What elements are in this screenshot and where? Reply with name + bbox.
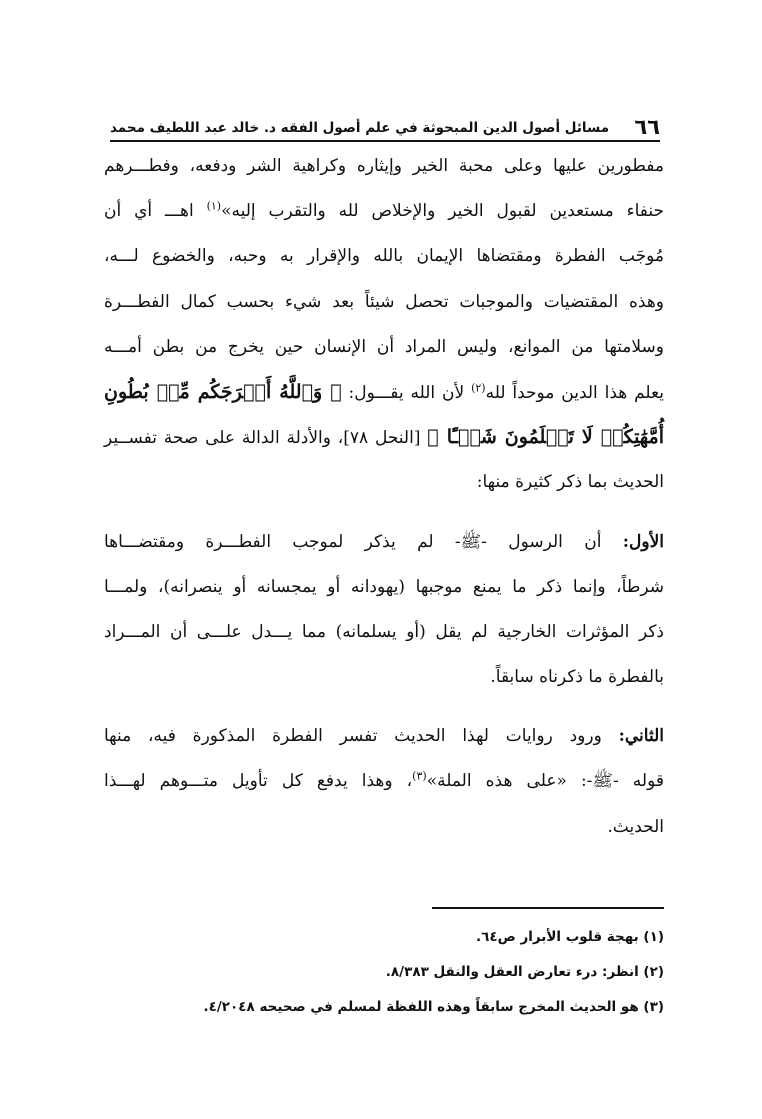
running-title: مسائل أصول الدين المبحوثة في علم أصول الفقه د. خالد عبد اللطيف محمد: [110, 119, 610, 136]
text-line: مُوجَب الفطرة ومقتضاها الإيمان بالله والإقرار به وحبه، والخضوع لـــه،: [104, 246, 664, 267]
page-header: [110, 108, 660, 138]
page-number: ٦٦: [634, 115, 660, 139]
quran-verse: ﴿ وَٱللَّهُ أَخۡرَجَكُم مِّنۢ بُطُونِ: [104, 380, 342, 403]
text-line: يعلم هذا الدين موحداً لله$^{(٢)}$ لأن الله يقـــول: ﴿ وَٱللَّهُ أَخۡرَجَكُم مِّنۢ بُطُونِ: [104, 380, 664, 403]
text-line: شرطاً، وإنما ذكر ما يمنع موجبها (يهودانه أو يمجسانه أو ينصرانه)، ولمـــا: [104, 576, 664, 597]
text-line: الثاني: ورود روايات لهذا الحديث تفسر الفطرة المذكورة فيه، منها: [104, 726, 664, 747]
footnotes: [104, 920, 664, 1025]
text-line: مفطورين عليها وعلى محبة الخير وإيثاره وكراهية الشر ودفعه، وفطـــرهم: [104, 156, 664, 176]
text-line: ذكر المؤثرات الخارجية لم يقل (أو يسلمانه) مما يـــدل علـــى أن المـــراد: [104, 621, 664, 642]
footnote-ref: (٣): [412, 769, 427, 783]
text-line: الأول: أن الرسول -ﷺ- لم يذكر لموجب الفطـــرة ومقتضـــاها: [104, 531, 664, 552]
text-line: بالفطرة ما ذكرناه سابقاً.: [490, 667, 664, 688]
footnote-2: (٢) انظر: درء تعارض العقل والنقل ٨/٣٨٣.: [385, 964, 664, 980]
quran-verse: أُمَّهَٰتِكُمۡ لَا تَعۡلَمُونَ شَيۡـًٔا ﴾: [427, 426, 665, 449]
footnote-ref: (١): [206, 199, 222, 213]
footnote-separator: [432, 907, 664, 909]
footnote-3: (٣) هو الحديث المخرج سابقاً وهذه اللفظة لمسلم في صحيحه ٤/٢٠٤٨.: [203, 999, 664, 1015]
text-line: قوله -ﷺ-: «على هذه الملة»$^{(٣)}$، وهذا يدفع كل تأويل متـــوهم لهـــذا: [104, 769, 664, 792]
header-rule: [110, 140, 660, 142]
point-label: الثاني:: [618, 726, 664, 747]
text-line: الحديث.: [607, 816, 664, 837]
footnote-1: (١) بهجة قلوب الأبرار ص٦٤.: [475, 929, 664, 945]
text-line: أُمَّهَٰتِكُمۡ لَا تَعۡلَمُونَ شَيۡـًٔا ﴾ [النحل ٧٨]، والأدلة الدالة على صحة تفســير: [104, 426, 665, 449]
main-text: [104, 144, 664, 850]
point-label: الأول:: [622, 531, 664, 552]
text-line: وسلامتها من الموانع، وليس المراد أن الإنسان حين يخرج من بطن أمـــه: [104, 336, 664, 357]
footnote-ref: (٢): [471, 381, 486, 395]
text-line: وهذه المقتضيات والموجبات تحصل شيئاً بعد شيء بحسب كمال الفطـــرة: [104, 291, 664, 312]
text-line: حنفاء مستعدين لقبول الخير والإخلاص لله والتقرب إليه»$^{(١)}$ اهـــ أي أن: [104, 199, 664, 222]
text-line: الحديث بما ذكر كثيرة منها:: [476, 472, 664, 493]
